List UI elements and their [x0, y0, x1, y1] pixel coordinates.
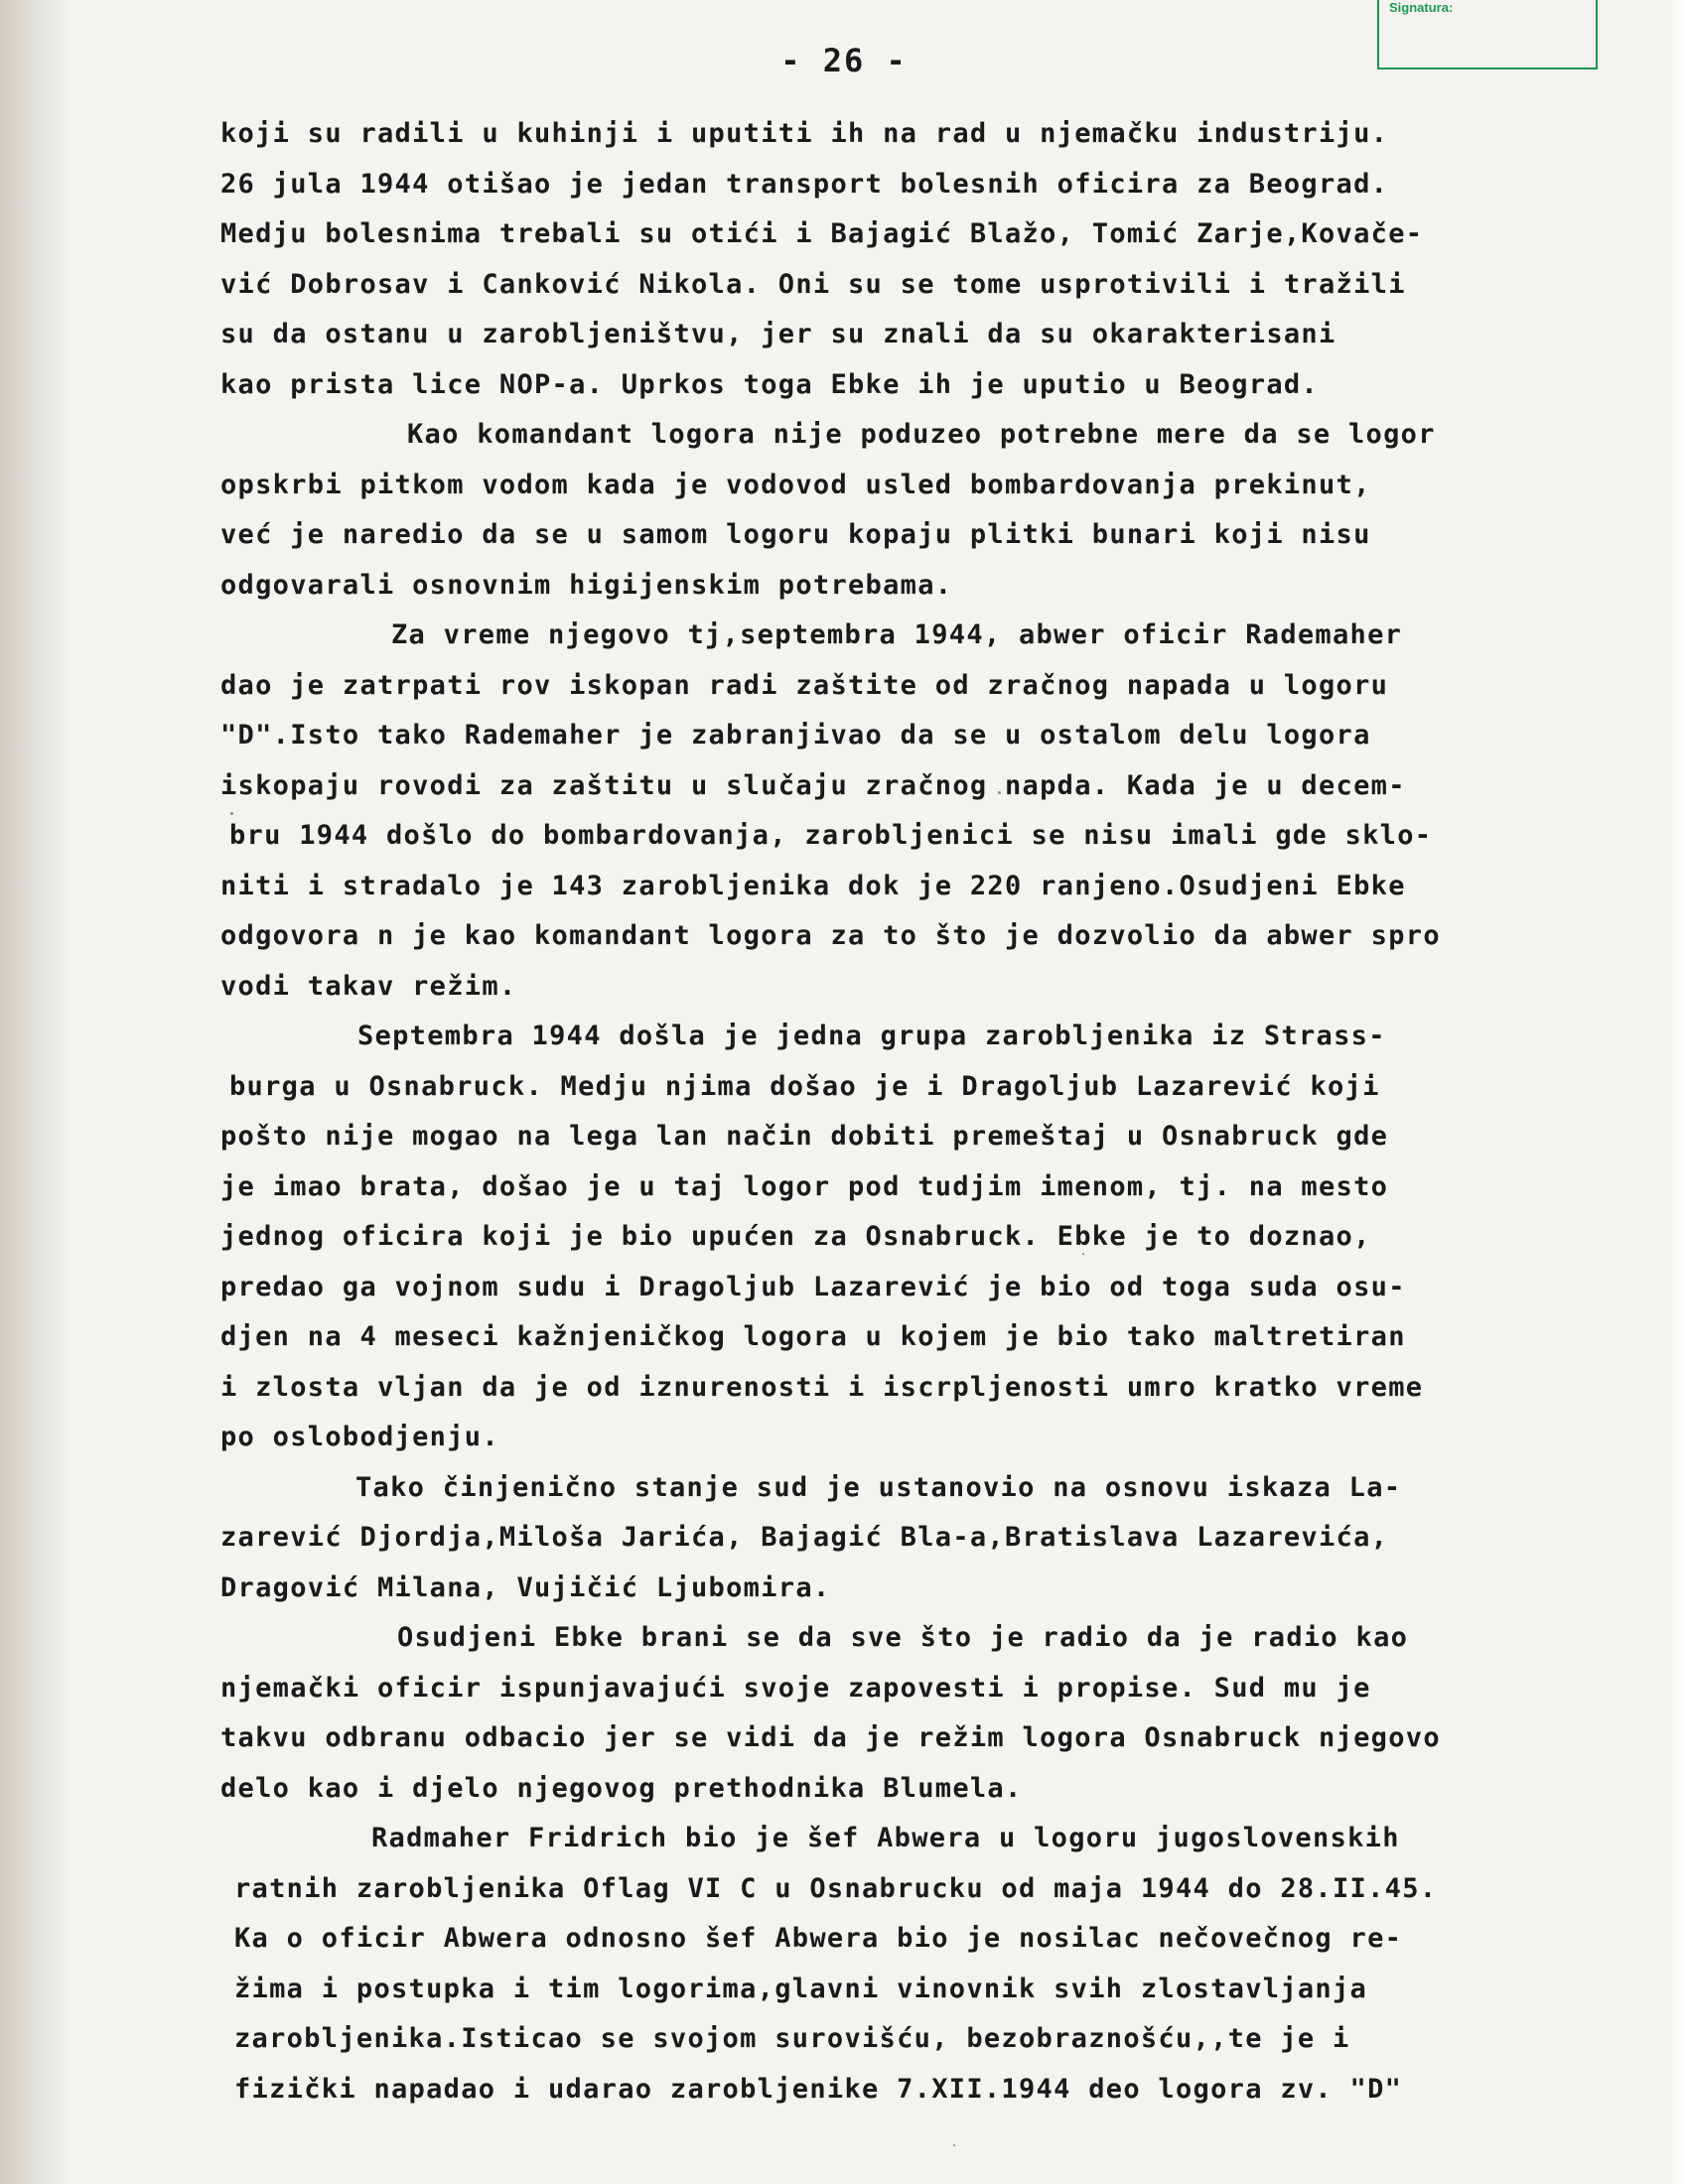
text-line: niti i stradalo je 143 zarobljenika dok je 220 ranjeno.Osudjeni Ebke [220, 870, 1406, 901]
paragraph-first-line: Osudjeni Ebke brani se da sve što je radio da je radio kao [397, 1622, 1409, 1653]
text-line: predao ga vojnom sudu i Dragoljub Lazarević je bio od toga suda osu- [220, 1271, 1406, 1302]
text-line: opskrbi pitkom vodom kada je vodovod usled bombardovanja prekinut, [220, 469, 1371, 500]
paragraph-first-line: Septembra 1944 došla je jedna grupa zarobljenika iz Strass- [357, 1021, 1386, 1051]
text-line: je imao brata, došao je u taj logor pod tudjim imenom, tj. na mesto [220, 1170, 1389, 1202]
paragraph-first-line: Tako činjenično stanje sud je ustanovio na osnovu iskaza La- [355, 1471, 1402, 1503]
scan-right-margin [1668, 0, 1688, 2184]
text-line: pošto nije mogao na lega lan način dobiti premeštaj u Osnabruck gde [220, 1121, 1389, 1152]
text-line: takvu odbranu odbacio jer se vidi da je režim logora Osnabruck njegovo [220, 1722, 1441, 1753]
signature-label: Signatura: [1389, 0, 1454, 15]
text-line: njemački oficir ispunjavajući svoje zapovesti i propise. Sud mu je [220, 1672, 1371, 1704]
paragraph-first-line: Kao komandant logora nije poduzeo potrebne mere da se logor [407, 419, 1436, 450]
text-line: jednog oficira koji je bio upućen za Osnabruck. Ebke je to doznao, [220, 1221, 1371, 1252]
text-line: vić Dobrosav i Canković Nikola. Oni su se tome usprotivili i tražili [220, 268, 1406, 300]
text-line: i zlosta vljan da je od iznurenosti i iscrpljenosti umro kratko vreme [220, 1371, 1424, 1403]
text-line: djen na 4 meseci kažnjeničkog logora u kojem je bio tako maltretiran [220, 1321, 1406, 1352]
text-line: odgovora n je kao komandant logora za to što je dozvolio da abwer spro [220, 920, 1441, 951]
text-line: žima i postupka i tim logorima,glavni vinovnik svih zlostavljanja [234, 1973, 1368, 2004]
text-line: bru 1944 došlo do bombardovanja, zarobljenici se nisu imali gde sklo- [229, 820, 1433, 851]
text-line: koji su radili u kuhinji i uputiti ih na rad u njemačku industriju. [220, 118, 1389, 149]
text-line: burga u Osnabruck. Medju njima došao je i Dragoljub Lazarević koji [229, 1070, 1380, 1102]
text-line: dao je zatrpati rov iskopan radi zaštite od zračnog napada u logoru [220, 669, 1389, 701]
text-line: kao prista lice NOP-a. Uprkos toga Ebke ih je uputio u Beograd. [220, 368, 1319, 400]
paragraph-first-line: Za vreme njegovo tj,septembra 1944, abwer oficir Rademaher [391, 619, 1403, 650]
document-body [220, 109, 1650, 2115]
text-line: po oslobodjenju. [220, 1422, 499, 1452]
text-line: 26 jula 1944 otišao je jedan transport bolesnih oficira za Beograd. [220, 168, 1389, 200]
text-line: Medju bolesnima trebali su otići i Bajagić Blažo, Tomić Zarje,Kovače- [220, 218, 1424, 249]
text-line: vodi takav režim. [220, 970, 517, 1002]
text-line: Ka o oficir Abwera odnosno šef Abwera bio je nosilac nečovečnog re- [234, 1923, 1403, 1954]
text-line: zarobljenika.Isticao se svojom surovišću, bezobraznošću,,te je i [234, 2023, 1350, 2054]
text-line: "D".Isto tako Rademaher je zabranjivao da se u ostalom delu logora [220, 720, 1371, 751]
text-line: delo kao i djelo njegovog prethodnika Blumela. [220, 1772, 1023, 1804]
page-number: - 26 - [780, 42, 908, 79]
paragraph-first-line: Radmaher Fridrich bio je šef Abwera u logoru jugoslovenskih [371, 1823, 1400, 1853]
text-line: zarević Djordja,Miloša Jarića, Bajagić Bla-a,Bratislava Lazarevića, [220, 1522, 1389, 1553]
text-line: već je naredio da se u samom logoru kopaju plitki bunari koji nisu [220, 519, 1371, 550]
text-line: su da ostanu u zarobljeništvu, jer su znali da su okarakterisani [220, 319, 1336, 349]
text-line: iskopaju rovodi za zaštitu u slučaju zračnog napda. Kada je u decem- [220, 769, 1406, 801]
text-line: odgovarali osnovnim higijenskim potrebama. [220, 569, 953, 601]
scan-edge-shadow [0, 0, 70, 2184]
text-line: fizički napadao i udarao zarobljenike 7.XII.1944 deo logora zv. "D" [234, 2073, 1403, 2105]
text-line: ratnih zarobljenika Oflag VI C u Osnabrucku od maja 1944 do 28.II.45. [234, 1872, 1438, 1904]
text-line: Dragović Milana, Vujičić Ljubomira. [220, 1571, 831, 1603]
